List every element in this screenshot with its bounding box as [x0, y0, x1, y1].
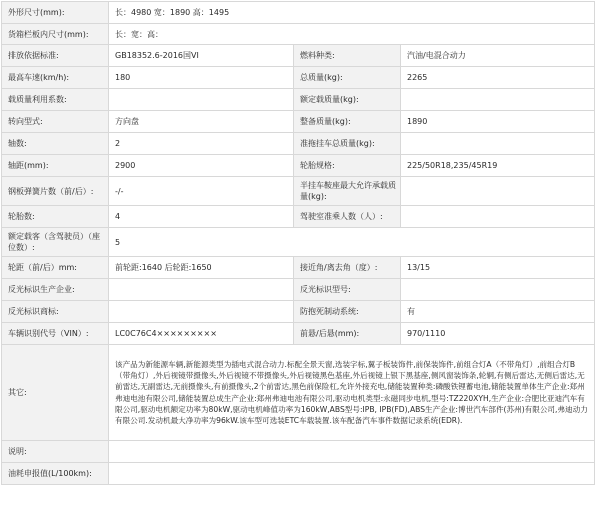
row-label: 外形尺寸(mm): [2, 2, 109, 24]
row-value [401, 89, 595, 111]
table-row [2, 177, 595, 206]
row-label: 准拖挂车总质量(kg): [294, 133, 401, 155]
row-value: 13/15 [401, 257, 595, 279]
table-row [2, 155, 595, 177]
row-label: 轴数: [2, 133, 109, 155]
table-row [2, 24, 595, 45]
row-value [109, 441, 595, 463]
other-notes: 该产品为新能源车辆,新能源类型为插电式混合动力.标配全景天窗,选装字标,翼子板装饰件,前保装饰件,前组合灯A（不带角灯）,前组合灯B（带角灯）,外后视镜带摄像头,外后视镜不带摄像头,外后视镜黑色基座,外后视镜上银下黑基座,侧风窗装饰条,轮辋,有侧后雷达,无侧后雷达,无前雷达,无副雷达,无前摄像头,有前摄像头,2个前雷达,黑色前保险杠,允许外接充电,储能装置种类:磷酸铁锂蓄电池,储能装置单体生产企业:郑州弗迪电池有限公司,储能装置总成生产企业:郑州弗迪电池有限公司,驱动电机类型:永磁同步电机,型号:TZ220XYH,生产企业:合肥比亚迪汽车有限公司,驱动电机额定功率为80kW,驱动电机峰值功率为160kW,ABS型号:IPB, IPB(FD),ABS生产企业:博世汽车部件(苏州)有限公司,弗迪动力有限公司.发动机最大净功率为96kW.该车型可选装ETC车载装置.该车配备汽车事件数据记录系统(EDR). [109, 345, 595, 441]
row-label: 驾驶室准乘人数（人）: [294, 206, 401, 228]
row-value: 有 [401, 301, 595, 323]
table-row [2, 228, 595, 257]
row-value: GB18352.6-2016国VI [109, 45, 294, 67]
row-value: 前轮距:1640 后轮距:1650 [109, 257, 294, 279]
table-row [2, 2, 595, 24]
row-value: 2900 [109, 155, 294, 177]
row-label: 轮胎规格: [294, 155, 401, 177]
row-label: 排放依据标准: [2, 45, 109, 67]
table-row [2, 345, 595, 441]
row-value: 5 [109, 228, 595, 257]
table-row [2, 323, 595, 345]
row-value [109, 463, 595, 485]
row-value: 长：4980 宽：1890 高：1495 [109, 2, 595, 24]
row-value: 225/50R18,235/45R19 [401, 155, 595, 177]
table-row [2, 206, 595, 228]
row-value [401, 133, 595, 155]
table-row [2, 45, 595, 67]
row-label: 载质量利用系数: [2, 89, 109, 111]
row-value: 2265 [401, 67, 595, 89]
table-row [2, 111, 595, 133]
table-row [2, 279, 595, 301]
row-label: 半挂车鞍座最大允许承载质量(kg): [294, 177, 401, 206]
row-label: 轮距（前/后）mm: [2, 257, 109, 279]
row-label: 接近角/离去角（度）: [294, 257, 401, 279]
row-label: 油耗申报值(L/100km): [2, 463, 109, 485]
row-label: 燃料种类: [294, 45, 401, 67]
table-row [2, 89, 595, 111]
table-row [2, 257, 595, 279]
row-label: 防抱死制动系统: [294, 301, 401, 323]
row-value [401, 177, 595, 206]
row-label: 钢板弹簧片数（前/后）: [2, 177, 109, 206]
row-label: 额定载客（含驾驶员）（座位数）: [2, 228, 109, 257]
row-value: 4 [109, 206, 294, 228]
table-row [2, 463, 595, 485]
row-label: 最高车速(km/h): [2, 67, 109, 89]
row-label: 反光标识商标: [2, 301, 109, 323]
row-label: 说明: [2, 441, 109, 463]
table-row [2, 67, 595, 89]
row-value: 方向盘 [109, 111, 294, 133]
row-value: -/- [109, 177, 294, 206]
spec-table [1, 1, 595, 485]
row-label: 反光标识型号: [294, 279, 401, 301]
row-value [109, 89, 294, 111]
row-value [109, 279, 294, 301]
row-label: 轮胎数: [2, 206, 109, 228]
row-label: 车辆识别代号（VIN）: [2, 323, 109, 345]
row-label: 反光标识生产企业: [2, 279, 109, 301]
row-label: 总质量(kg): [294, 67, 401, 89]
row-value: LC0C76C4××××××××× [109, 323, 294, 345]
row-label: 货箱栏板内尺寸(mm): [2, 24, 109, 45]
row-label: 前悬/后悬(mm): [294, 323, 401, 345]
row-value: 2 [109, 133, 294, 155]
row-label: 轴距(mm): [2, 155, 109, 177]
row-value [401, 279, 595, 301]
table-row [2, 133, 595, 155]
row-value [109, 301, 294, 323]
row-value [401, 206, 595, 228]
row-value: 180 [109, 67, 294, 89]
row-label: 转向型式: [2, 111, 109, 133]
table-row [2, 441, 595, 463]
row-label: 整备质量(kg): [294, 111, 401, 133]
row-value: 1890 [401, 111, 595, 133]
table-row [2, 301, 595, 323]
row-value: 970/1110 [401, 323, 595, 345]
row-label: 额定载质量(kg): [294, 89, 401, 111]
row-value: 汽油/电混合动力 [401, 45, 595, 67]
row-value: 长：宽：高： [109, 24, 595, 45]
row-label: 其它: [2, 345, 109, 441]
